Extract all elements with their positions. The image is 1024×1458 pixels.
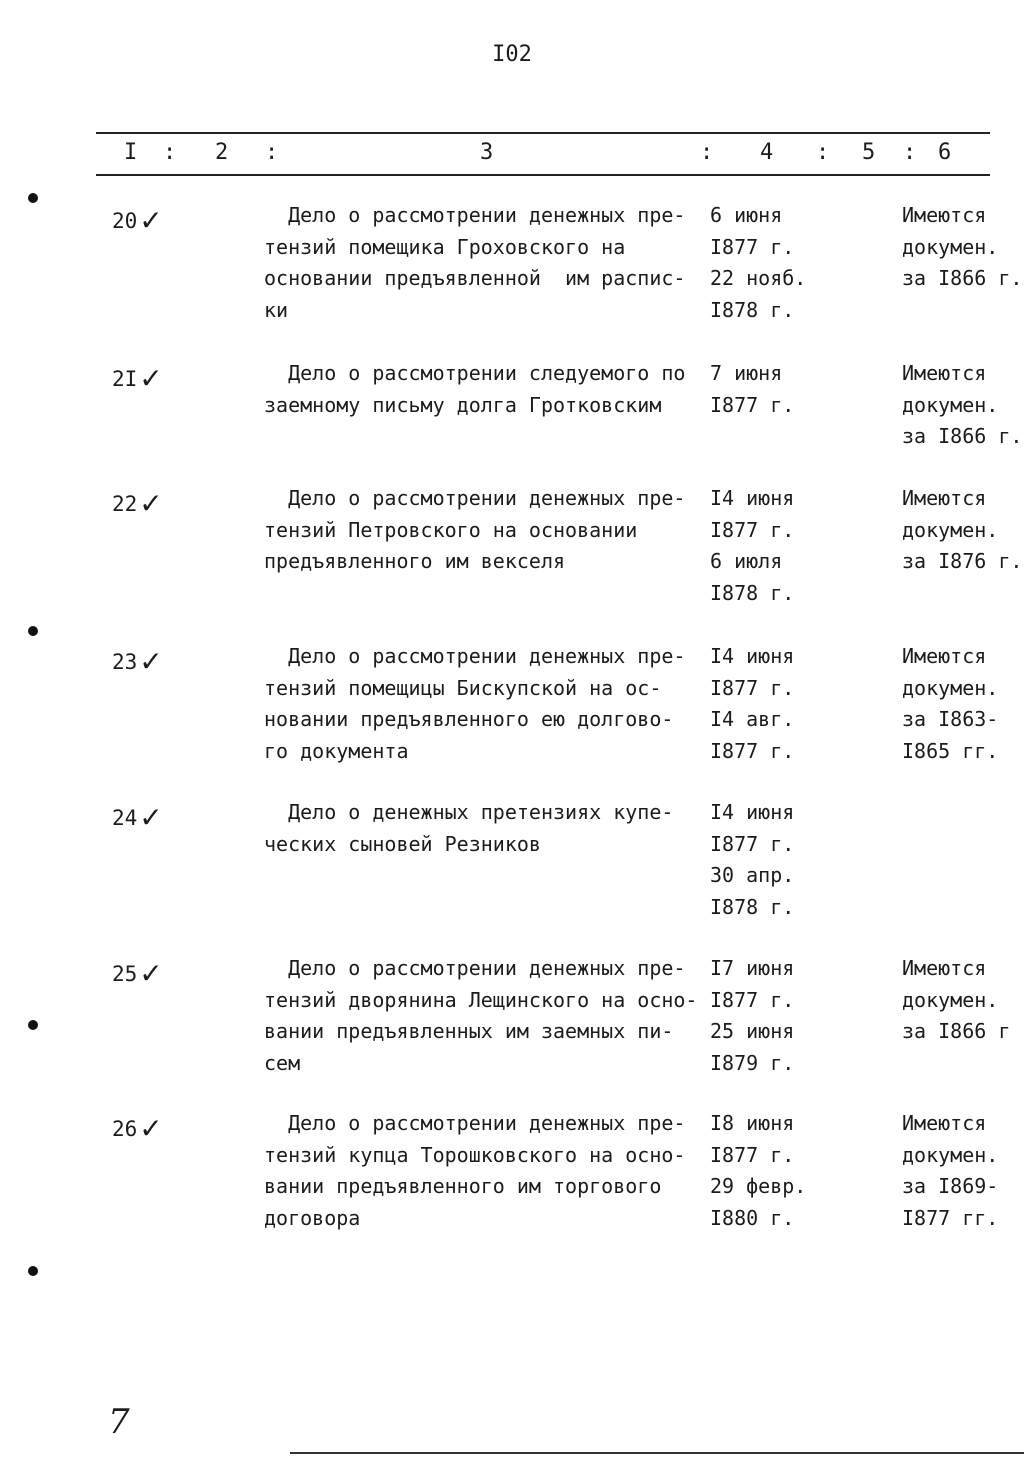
record-date-line: I4 авг. <box>710 707 795 731</box>
record-date-line: I4 июня <box>710 486 795 510</box>
page-number: I02 <box>492 42 532 67</box>
record-title-line: предъявленного им векселя <box>264 549 566 573</box>
record-note-line: I865 гг. <box>902 738 999 763</box>
record-dates <box>710 200 830 326</box>
record-note-line: I877 гг. <box>902 1205 999 1230</box>
record-date-line: 7 июня <box>710 361 783 385</box>
record-date-line: I8 июня <box>710 1111 795 1135</box>
binder-hole <box>28 1020 38 1030</box>
record-title-line: тензий дворянина Лещинского на осно- <box>264 987 698 1012</box>
checkmark-icon: ✓ <box>139 1112 163 1145</box>
record-note <box>902 483 1024 578</box>
record-note-line: за I869- <box>902 1174 999 1198</box>
record-number-text: 24 <box>112 806 138 830</box>
record-note-line: Имеются <box>902 1111 987 1135</box>
record-date-line: I880 г. <box>710 1205 795 1230</box>
record-number-text: 2I <box>112 367 138 391</box>
record-title-line: вании предъявленных им заемных пи- <box>264 1019 674 1043</box>
record-title-line: Дело о денежных претензиях купе- <box>264 800 674 824</box>
record-number <box>112 1112 163 1145</box>
record-title-line: сем <box>264 1050 301 1075</box>
record-note <box>902 1108 1024 1234</box>
record-note <box>902 358 1024 453</box>
column-header-2: 2 <box>215 140 229 165</box>
record-title-line: основании предъявленной им распис- <box>264 266 686 290</box>
record-date-line: I877 г. <box>710 234 795 259</box>
record-title <box>264 797 724 860</box>
record-title-line: Дело о рассмотрении денежных пре- <box>264 956 686 980</box>
record-dates <box>710 641 830 767</box>
record-note <box>902 953 1024 1048</box>
checkmark-icon: ✓ <box>139 487 163 520</box>
checkmark-icon: ✓ <box>139 801 163 834</box>
checkmark-icon: ✓ <box>139 204 163 237</box>
record-title-line: го документа <box>264 738 409 763</box>
record-date-line: 6 июля <box>710 549 783 573</box>
page-bottom-rule <box>290 1452 1024 1454</box>
record-title-line: новании предъявленного ею долгово- <box>264 707 674 731</box>
record-note-line: Имеются <box>902 361 987 385</box>
record-note-line: за I863- <box>902 707 999 731</box>
record-note-line: докумен. <box>902 987 999 1012</box>
record-date-line: I7 июня <box>710 956 795 980</box>
record-title-line: ческих сыновей Резников <box>264 831 541 856</box>
record-date-line: I878 г. <box>710 297 795 322</box>
column-header-6: 6 <box>938 140 952 165</box>
column-separator: : <box>903 140 917 165</box>
record-date-line: I879 г. <box>710 1050 795 1075</box>
record-note-line: за I866 г. <box>902 424 1023 448</box>
record-date-line: 30 апр. <box>710 863 795 887</box>
record-note-line: Имеются <box>902 956 987 980</box>
binder-hole <box>28 193 38 203</box>
binder-hole <box>28 626 38 636</box>
record-date-line: I877 г. <box>710 392 795 417</box>
record-number <box>112 645 163 678</box>
column-separator: : <box>163 140 177 165</box>
record-number-text: 23 <box>112 650 138 674</box>
record-note <box>902 200 1024 295</box>
record-note-line: за I866 г <box>902 1019 1011 1043</box>
column-header-3: 3 <box>480 140 494 165</box>
record-date-line: I877 г. <box>710 675 795 700</box>
record-dates <box>710 953 830 1079</box>
record-date-line: I877 г. <box>710 517 795 542</box>
record-date-line: I878 г. <box>710 580 795 605</box>
record-date-line: 25 июня <box>710 1019 795 1043</box>
record-note-line: докумен. <box>902 234 999 259</box>
record-title-line: тензий помещицы Бискупской на ос- <box>264 675 662 700</box>
record-note-line: Имеются <box>902 644 987 668</box>
record-number <box>112 362 163 395</box>
checkmark-icon: ✓ <box>139 957 163 990</box>
record-dates <box>710 1108 830 1234</box>
record-note-line: Имеются <box>902 203 987 227</box>
record-note-line: докумен. <box>902 1142 999 1167</box>
record-number-text: 25 <box>112 962 138 986</box>
record-note-line: за I866 г. <box>902 266 1023 290</box>
record-number <box>112 204 163 237</box>
record-title-line: тензий Петровского на основании <box>264 517 638 542</box>
record-title <box>264 483 724 578</box>
record-title-line: тензий купца Торошковского на осно- <box>264 1142 686 1167</box>
record-title-line: Дело о рассмотрении следуемого по <box>264 361 686 385</box>
record-date-line: I877 г. <box>710 987 795 1012</box>
record-number <box>112 957 163 990</box>
record-title-line: Дело о рассмотрении денежных пре- <box>264 1111 686 1135</box>
record-title <box>264 641 724 767</box>
column-separator: : <box>816 140 830 165</box>
binder-hole <box>28 1266 38 1276</box>
record-date-line: I877 г. <box>710 738 795 763</box>
record-title-line: ки <box>264 297 289 322</box>
record-title-line: договора <box>264 1205 361 1230</box>
header-rule-top <box>96 132 990 134</box>
record-title-line: вании предъявленного им торгового <box>264 1174 662 1198</box>
record-date-line: I877 г. <box>710 831 795 856</box>
record-number-text: 20 <box>112 209 138 233</box>
record-note-line: докумен. <box>902 517 999 542</box>
record-note-line: Имеются <box>902 486 987 510</box>
record-title-line: Дело о рассмотрении денежных пре- <box>264 644 686 668</box>
handwritten-sheet-mark: 7 <box>108 1402 130 1442</box>
record-title <box>264 953 724 1079</box>
record-title-line: Дело о рассмотрении денежных пре- <box>264 486 686 510</box>
record-date-line: 29 февр. <box>710 1174 807 1198</box>
record-dates <box>710 797 830 923</box>
record-title <box>264 358 724 421</box>
record-date-line: I878 г. <box>710 894 795 919</box>
record-note-line: докумен. <box>902 675 999 700</box>
column-header-4: 4 <box>760 140 774 165</box>
record-number <box>112 487 163 520</box>
header-rule-bottom <box>96 174 990 176</box>
checkmark-icon: ✓ <box>139 362 163 395</box>
record-title-line: тензий помещика Гроховского на <box>264 234 626 259</box>
record-number-text: 26 <box>112 1117 138 1141</box>
column-header-5: 5 <box>862 140 876 165</box>
record-dates <box>710 483 830 609</box>
record-note-line: докумен. <box>902 392 999 417</box>
record-dates <box>710 358 830 421</box>
record-note <box>902 641 1024 767</box>
record-title-line: заемному письму долга Гротковским <box>264 392 662 417</box>
record-note-line: за I876 г. <box>902 549 1023 573</box>
record-date-line: 22 нояб. <box>710 266 807 290</box>
record-date-line: I4 июня <box>710 644 795 668</box>
record-number-text: 22 <box>112 492 138 516</box>
column-header-1: I <box>124 140 138 165</box>
record-title-line: Дело о рассмотрении денежных пре- <box>264 203 686 227</box>
record-date-line: I877 г. <box>710 1142 795 1167</box>
record-date-line: 6 июня <box>710 203 783 227</box>
checkmark-icon: ✓ <box>139 645 163 678</box>
record-title <box>264 1108 724 1234</box>
record-date-line: I4 июня <box>710 800 795 824</box>
record-number <box>112 801 163 834</box>
record-title <box>264 200 724 326</box>
column-separator: : <box>700 140 714 165</box>
column-separator: : <box>265 140 279 165</box>
